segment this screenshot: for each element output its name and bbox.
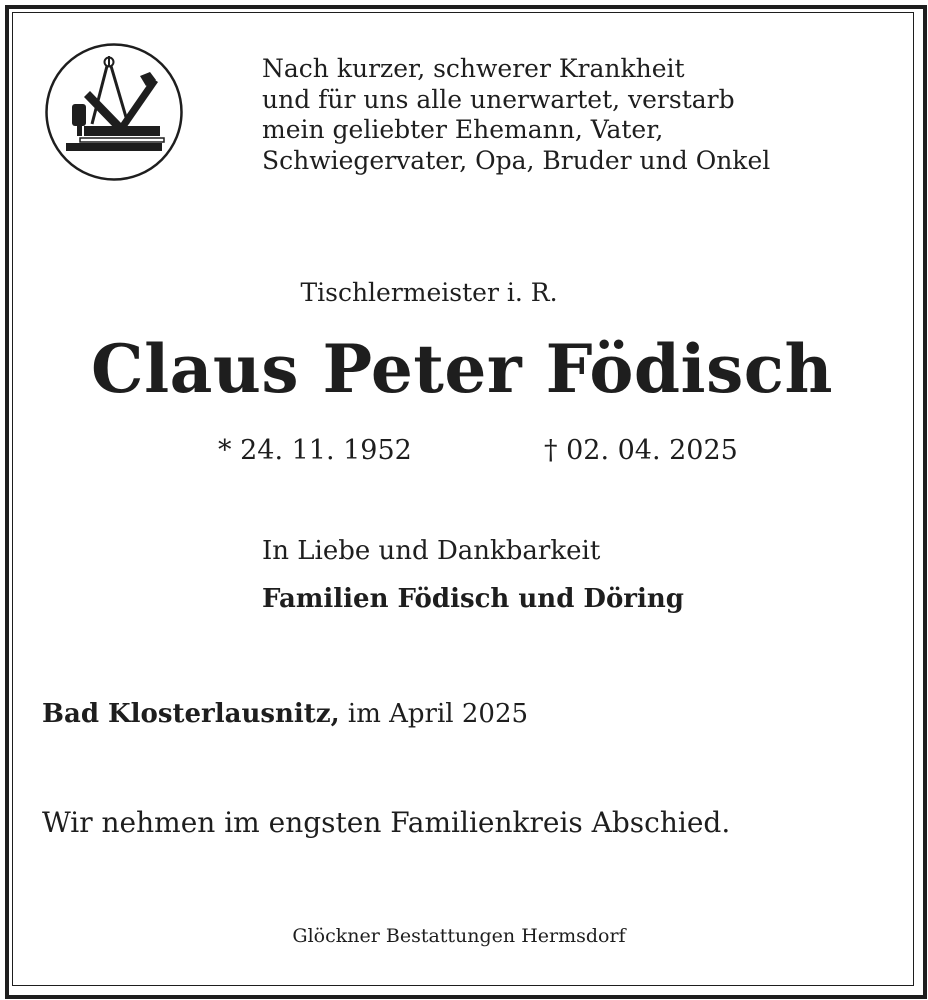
place-and-date bbox=[42, 699, 528, 729]
farewell-note: Wir nehmen im engsten Familienkreis Abschied. bbox=[42, 806, 731, 839]
deceased-name: Claus Peter Födisch bbox=[91, 330, 833, 408]
death-date: † 02. 04. 2025 bbox=[544, 435, 738, 466]
intro-line: mein geliebter Ehemann, Vater, bbox=[262, 115, 664, 144]
notice-date: im April 2025 bbox=[339, 699, 529, 729]
birth-date: * 24. 11. 1952 bbox=[218, 435, 412, 466]
mourning-families: Familien Födisch und Döring bbox=[262, 584, 684, 614]
undertaker-name: Glöckner Bestattungen Hermsdorf bbox=[292, 925, 626, 947]
intro-line: Nach kurzer, schwerer Krankheit bbox=[262, 54, 685, 83]
intro-text bbox=[262, 54, 862, 176]
town-name: Bad Klosterlausnitz, bbox=[42, 699, 340, 729]
carpenter-tools-emblem-icon bbox=[44, 42, 184, 182]
intro-line: und für uns alle unerwartet, verstarb bbox=[262, 84, 735, 114]
profession-title: Tischlermeister i. R. bbox=[300, 278, 558, 307]
mourning-phrase: In Liebe und Dankbarkeit bbox=[262, 536, 601, 566]
intro-line: Schwiegervater, Opa, Bruder und Onkel bbox=[262, 145, 771, 175]
